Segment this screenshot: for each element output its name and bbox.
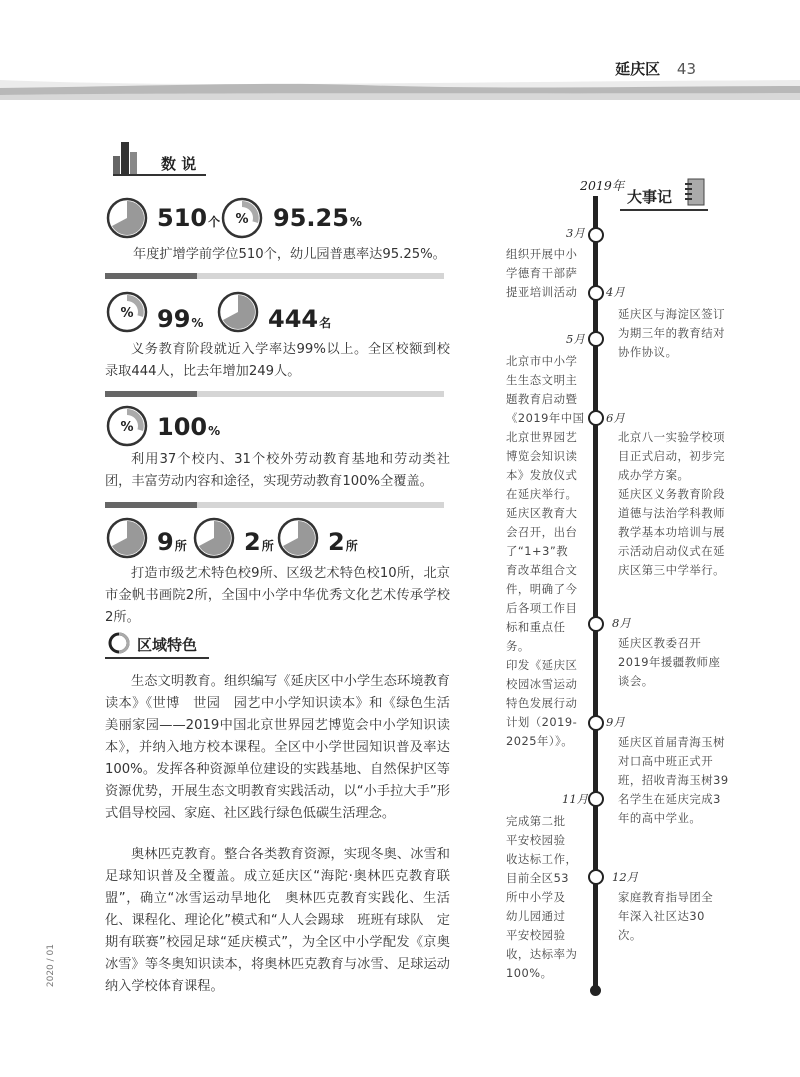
header-band bbox=[0, 0, 800, 100]
stat-value: 444名 bbox=[268, 305, 332, 333]
timeline-event: 北京市中小学 生生态文明主 题教育启动暨 《2019年中国 北京世界园艺 博览会知识读 本》发放仪式 在延庆举行。 延庆区教育大 会召开，出台 了“1+3”教 育改革组合文 件，明确了今 后各项工作目 标和重点任 务。 印发《延庆区 校园冰雪运动 特色发展行动 计划（2019- 2025年）》。 bbox=[506, 354, 585, 748]
paragraph: 生态文明教育。组织编写《延庆区中小学生态环境教育读本》《世博 世园 园艺中小学知识读本》和《绿色生活 美丽家园——2019中国北京世界园艺博览会中小学知识读本》，并纳入地方校本课程。全区中小学世园知识普及率达100%。发挥各种资源单位建设的实践基地、自然保护区等资源优势，开展生态文明教育实践活动，以“小手拉大手”形式倡导校园、家庭、社区践行绿色低碳生活理念。 bbox=[105, 674, 464, 821]
percent-icon bbox=[105, 290, 149, 338]
timeline-month: 8月 bbox=[612, 616, 631, 630]
shushuo-underline bbox=[113, 174, 206, 176]
pie-icon bbox=[216, 290, 260, 338]
timeline-event: 家庭教育指导团全 年深入社区达30 次。 bbox=[618, 890, 714, 942]
quyu-icon bbox=[108, 632, 130, 658]
timeline-month: 5月 bbox=[566, 332, 585, 346]
stat-value: 510个 bbox=[157, 204, 221, 232]
timeline-month: 9月 bbox=[606, 715, 625, 729]
pie-icon bbox=[105, 196, 149, 244]
timeline-node bbox=[588, 285, 604, 301]
timeline-event: 延庆区教委召开 2019年援疆教师座 谈会。 bbox=[618, 636, 721, 688]
section-name: 延庆区 bbox=[615, 60, 661, 78]
stat-description: 打造市级艺术特色校9所、区级艺术特色校10所，北京市金帆书画院2所，全国中小学中华优秀文化艺术传承学校2所。 bbox=[105, 566, 450, 625]
notebook-icon bbox=[684, 177, 706, 211]
divider-bar bbox=[105, 391, 444, 397]
timeline-node bbox=[588, 869, 604, 885]
stat-value: 95.25% bbox=[273, 204, 362, 232]
timeline-event: 延庆区首届青海玉树 对口高中班正式开 班，招收青海玉树39 名学生在延庆完成3 年的高中学业。 bbox=[618, 735, 729, 825]
stat-value: 9所 bbox=[157, 528, 187, 556]
divider-bar bbox=[105, 273, 444, 279]
timeline-title: 大事记 bbox=[627, 188, 673, 206]
timeline-end bbox=[590, 985, 601, 996]
pie-icon bbox=[276, 516, 320, 564]
running-head bbox=[615, 58, 696, 79]
timeline-node bbox=[588, 791, 604, 807]
divider-bar bbox=[105, 502, 444, 508]
stat-value: 99% bbox=[157, 305, 204, 333]
timeline-month: 12月 bbox=[612, 870, 639, 884]
svg-text:%: % bbox=[120, 420, 134, 435]
paragraph: 奥林匹克教育。整合各类教育资源，实现冬奥、冰雪和足球知识普及全覆盖。成立延庆区“海陀·奥林匹克教育联盟”，确立“冰雪运动旱地化 奥林匹克教育实践化、生活化、课程化、理论化”模式和“人人会踢球 班班有球队 定期有联赛”校园足球“延庆模式”，为全区中小学配发《京奥冰雪》等冬奥知识读本，将奥林匹克教育与冰雪、足球运动纳入学校体育课程。 bbox=[105, 847, 450, 994]
stat-value: 2所 bbox=[244, 528, 274, 556]
stat-value: 100% bbox=[157, 413, 221, 441]
percent-icon bbox=[105, 404, 149, 452]
svg-text:%: % bbox=[120, 306, 134, 321]
timeline-node bbox=[588, 410, 604, 426]
timeline-month: 4月 bbox=[606, 285, 625, 299]
timeline-month: 3月 bbox=[566, 226, 585, 240]
pie-icon bbox=[192, 516, 236, 564]
timeline-event: 完成第二批 平安校园验 收达标工作， 目前全区53 所中小学及 幼儿园通过 平安校园验 收，达标率为 100%。 bbox=[506, 814, 578, 980]
shushuo-icon bbox=[113, 138, 153, 178]
svg-text:%: % bbox=[235, 212, 249, 227]
stat-value: 2所 bbox=[328, 528, 358, 556]
timeline-year: 2019年 bbox=[580, 178, 625, 193]
timeline-node bbox=[588, 331, 604, 347]
stat-description: 利用37个校内、31个校外劳动教育基地和劳动类社团，丰富劳动内容和途径，实现劳动教育100%全覆盖。 bbox=[105, 452, 450, 489]
timeline-event: 北京八一实验学校项 目正式启动，初步完 成办学方案。 延庆区义务教育阶段 道德与法治学科教师 教学基本功培训与展 示活动启动仪式在延 庆区第三中学举行。 bbox=[618, 430, 726, 577]
stat-description: 年度扩增学前学位510个，幼儿园普惠率达95.25%。 bbox=[133, 247, 446, 262]
timeline-month: 11月 bbox=[562, 792, 589, 806]
timeline-event: 延庆区与海淀区签订 为期三年的教育结对 协作协议。 bbox=[618, 307, 726, 359]
pie-icon bbox=[105, 516, 149, 564]
timeline-month: 6月 bbox=[606, 411, 625, 425]
quyu-underline bbox=[105, 657, 209, 659]
issue-date: 2020 / 01 bbox=[46, 944, 56, 988]
timeline-event: 组织开展中小 学德育干部萨 提亚培训活动 bbox=[506, 247, 578, 299]
page-number: 43 bbox=[676, 60, 696, 78]
timeline-title-underline bbox=[620, 209, 708, 211]
shushuo-title: 数 说 bbox=[161, 155, 197, 173]
timeline-node bbox=[588, 616, 604, 632]
timeline-node bbox=[588, 227, 604, 243]
quyu-title: 区域特色 bbox=[137, 636, 198, 654]
percent-icon bbox=[220, 196, 264, 244]
stat-description: 义务教育阶段就近入学率达99%以上。全区校额到校录取444人，比去年增加249人。 bbox=[105, 342, 450, 379]
timeline-node bbox=[588, 715, 604, 731]
